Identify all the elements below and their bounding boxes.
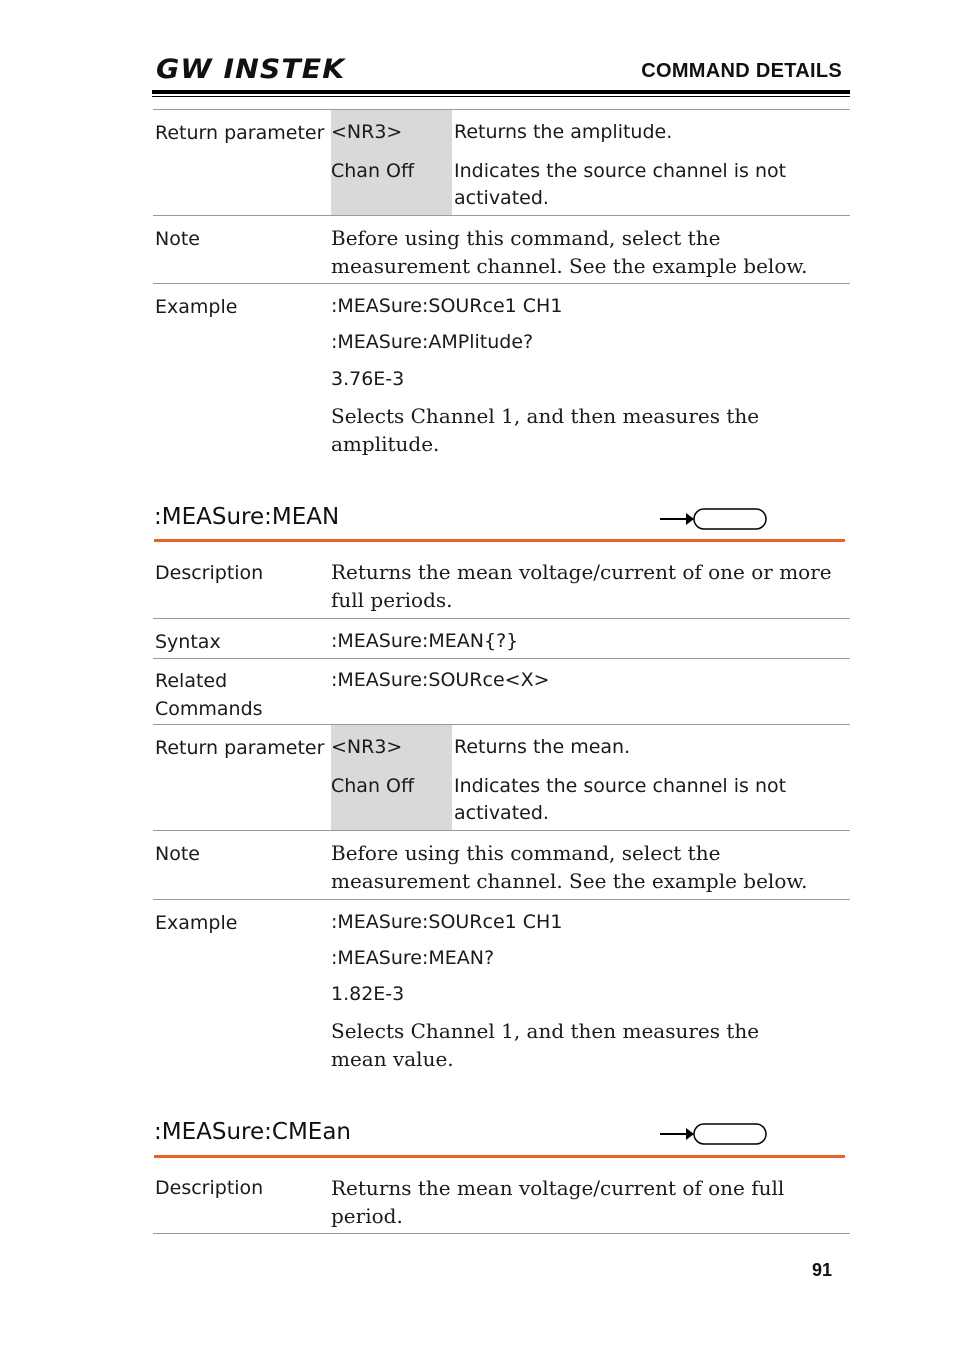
description-text: Returns the mean voltage/current of one or more full periods. <box>331 560 832 612</box>
syntax-text: :MEASure:MEAN{?} <box>331 630 519 652</box>
divider <box>153 283 850 284</box>
param-code-nr3: <NR3> <box>331 121 403 143</box>
example-line: 3.76E-3 <box>331 368 405 390</box>
related-commands-text: :MEASure:SOURce<X> <box>331 669 550 691</box>
return-parameter-label: Return parameter <box>155 122 325 144</box>
gw-instek-logo: GW INSTEK <box>156 54 346 85</box>
note-text: Before using this command, select the measurement channel. See the example below. <box>331 226 808 278</box>
example-description: Selects Channel 1, and then measures the mean value. <box>331 1019 760 1071</box>
example-line: :MEASure:SOURce1 CH1 <box>331 295 563 317</box>
divider <box>153 1233 850 1234</box>
example-description: Selects Channel 1, and then measures the amplitude. <box>331 404 760 456</box>
param-code-chan-off: Chan Off <box>331 160 415 182</box>
description-label: Description <box>155 1177 264 1199</box>
param-desc: Returns the mean. <box>454 736 631 758</box>
divider <box>153 618 850 619</box>
description-label: Description <box>155 562 264 584</box>
related-commands-label: Related Commands <box>155 670 263 720</box>
command-title-rule <box>154 539 845 542</box>
example-line: :MEASure:SOURce1 CH1 <box>331 911 563 933</box>
query-icon <box>660 507 768 531</box>
command-title: :MEASure:CMEan <box>154 1119 351 1145</box>
param-code-nr3: <NR3> <box>331 736 403 758</box>
command-title-rule <box>154 1155 845 1158</box>
divider <box>153 109 850 110</box>
command-title: :MEASure:MEAN <box>154 504 340 530</box>
param-desc: Indicates the source channel is not activated. <box>454 160 787 209</box>
divider <box>153 215 850 216</box>
param-desc: Returns the amplitude. <box>454 121 673 143</box>
example-label: Example <box>155 296 238 318</box>
divider <box>153 830 850 831</box>
example-line: :MEASure:MEAN? <box>331 947 495 969</box>
example-label: Example <box>155 912 238 934</box>
param-code-chan-off: Chan Off <box>331 775 415 797</box>
header-rule-thick <box>152 90 850 94</box>
note-label: Note <box>155 228 200 250</box>
example-line: 1.82E-3 <box>331 983 405 1005</box>
example-line: :MEASure:AMPlitude? <box>331 331 534 353</box>
header-rule-thin <box>152 96 850 97</box>
param-desc: Indicates the source channel is not activated. <box>454 775 787 824</box>
page-number: 91 <box>812 1260 833 1280</box>
note-text: Before using this command, select the measurement channel. See the example below. <box>331 841 808 893</box>
syntax-label: Syntax <box>155 631 221 653</box>
return-parameter-label: Return parameter <box>155 737 325 759</box>
description-text: Returns the mean voltage/current of one full period. <box>331 1176 785 1228</box>
divider <box>153 658 850 659</box>
section-title: COMMAND DETAILS <box>641 60 842 82</box>
note-label: Note <box>155 843 200 865</box>
divider <box>153 724 850 725</box>
query-icon <box>660 1122 768 1146</box>
divider <box>153 899 850 900</box>
